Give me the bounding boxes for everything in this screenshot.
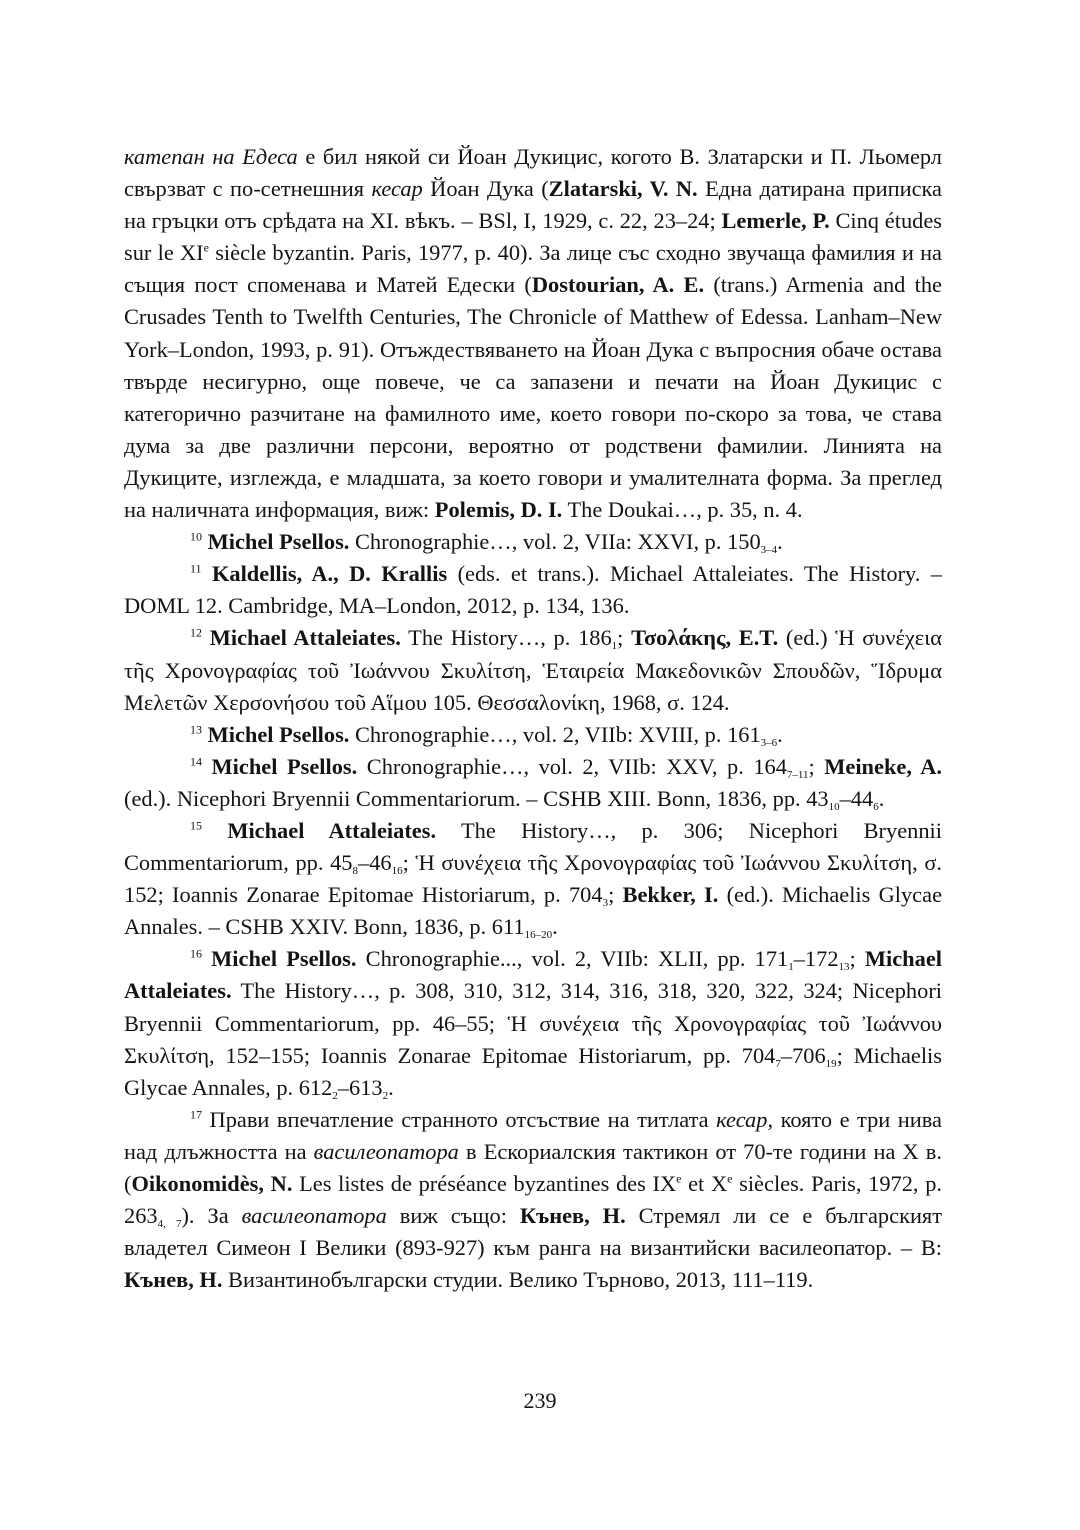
footnote-text: The History…, p. 308, 310, 312, 314, 316, 318, 320, 322, 324; Nicephori Bryennii Commentariorum, pp. 46–55; Ἡ συνέχεια τῆς Χρονογραφίας τοῦ Ἰωάννου Σκυλίτση, 152–155; Ioannis Zonarae Epitomae Historiarum, pp. 704 bbox=[124, 978, 942, 1068]
footnote-text: ; Ἡ συνέχεια τῆς Χρονογραφίας τοῦ Ἰωάννου Σκυλίτση, σ. 152; Ioannis Zonarae Epitomae Historiarum, p. 704 bbox=[124, 850, 942, 908]
index-mark: 3–4 bbox=[760, 543, 778, 556]
footnote-text: (ed.) Ἡ συνέχεια τῆς Χρονογραφίας τοῦ Ἰωάννου Σκυλίτση, Ἑταιρεία Μακεδονικῶν Σπουδῶν, Ἵδρυμα Μελετῶν Χερσονήσου τοῦ Αἵμου 105. Θεσσαλονίκη, 1968, σ. 124. bbox=[124, 625, 942, 715]
footnote-text: The History…, p. 186 bbox=[400, 625, 612, 651]
footnote-text: Стремял ли се е българският владетел Симеон I Велики (893-927) към ранга на византийски василеопатор. – В: bbox=[124, 1203, 943, 1261]
index-mark: 7–11 bbox=[786, 768, 809, 781]
footnote-text: . bbox=[777, 529, 783, 555]
index-mark: 13 bbox=[838, 961, 850, 974]
bold-author: Meineke, A. bbox=[824, 753, 942, 779]
footnote-number: 10 bbox=[190, 529, 202, 544]
footnote-text: Chronographie…, vol. 2, VIIb: XVIII, p. 161 bbox=[349, 721, 761, 747]
footnote-text: . bbox=[777, 721, 783, 747]
footnote-text: (ed.). Nicephori Bryennii Commentariorum. – CSHB XIII. Bonn, 1836, pp. 43 bbox=[124, 785, 829, 811]
footnote-text: siècle byzantin. Paris, 1977, p. 40). За лице със сходно звучаща фамилия и на същия пост споменава и Матей Едески ( bbox=[124, 240, 942, 298]
bold-author: Michel Psellos. bbox=[207, 529, 350, 555]
index-mark: 16–20 bbox=[524, 929, 553, 942]
footnote-text: (trans.) Armenia and the Crusades Tenth to Twelfth Centuries, The Chronicle of Matthew of Edessa. Lanham–New York–London, 1993, p. 91). Отъждествяването на Йоан Дука с въпросния обаче остава твърде несигурно, още повече, че са запазени и печати на Йоан Дукицис с категорично разчитане на фамилното име, което говори по-скоро за това, че става дума за две различни персони, вероятно от родствени фамилии. Линията на Дукиците, изглежда, е младшата, за което говори и умалителната форма. За преглед на наличната информация, виж: bbox=[124, 272, 942, 523]
footnote-text: ; bbox=[608, 882, 623, 908]
footnote-text: ; bbox=[808, 753, 825, 779]
footnote-text: . bbox=[878, 785, 885, 811]
footnote-text: ; bbox=[617, 625, 632, 651]
footnote-text: Една датирана приписка на гръцки отъ срѣдата на XI. вѣкъ. – BSl, I, 1929, с. 22, 23–24; bbox=[124, 176, 943, 234]
italic-term: василеопатора bbox=[313, 1138, 459, 1164]
footnote-12 bbox=[124, 622, 942, 718]
bold-author: Kaldellis, A., D. Krallis bbox=[211, 561, 448, 587]
bold-author: Michel Psellos. bbox=[207, 721, 350, 747]
page-number: 239 bbox=[523, 1388, 557, 1413]
index-mark: 6 bbox=[873, 800, 879, 813]
bold-author: Michael Attaleiates. bbox=[209, 625, 401, 651]
footnote-16 bbox=[124, 943, 942, 1103]
index-mark: 1 bbox=[611, 640, 618, 653]
footnote-text: Chronographie…, vol. 2, VIIb: XXV, p. 164 bbox=[357, 753, 787, 779]
footnote-text: siècles. Paris, 1972, p. 263 bbox=[124, 1171, 942, 1229]
index-mark: 8 bbox=[352, 864, 358, 877]
footnote-text: Византинобългарски студии. Велико Търново, 2013, 111–119. bbox=[222, 1267, 814, 1293]
footnote-14 bbox=[124, 751, 942, 815]
bold-author: Dostourian, A. E. bbox=[531, 272, 705, 298]
footnote-text: ; bbox=[849, 946, 865, 972]
footnote-text: (eds. et trans.). Michael Attaleiates. The History. – DOML 12. Cambridge, MA–London, 2012, p. 134, 136. bbox=[124, 561, 942, 619]
footnote-text: е бил някой си Йоан Дукицис, когото В. Златарски и П. Льомерл свързват с по-сетнешния bbox=[124, 144, 942, 202]
bold-author: Michel Psellos. bbox=[211, 753, 358, 779]
bold-author: Polemis, D. I. bbox=[434, 497, 563, 523]
index-mark: 1 bbox=[788, 961, 794, 974]
italic-term: катепан на Едеса bbox=[124, 144, 298, 169]
index-mark: 16 bbox=[391, 864, 403, 877]
index-mark: 2 bbox=[382, 1089, 389, 1102]
footnote-10 bbox=[124, 526, 942, 558]
footnote-text: –44 bbox=[839, 785, 874, 811]
index-mark: e bbox=[203, 240, 209, 255]
bold-author: Michel Psellos. bbox=[211, 946, 357, 972]
italic-term: василеопатора bbox=[241, 1203, 387, 1229]
index-mark: 10 bbox=[828, 800, 840, 813]
footnote-text: в Ескориалския тактикон от 70-те години на X в. ( bbox=[124, 1138, 942, 1196]
italic-term: кесар bbox=[371, 176, 423, 202]
footnote-text: The History…, p. 306; Nicephori Bryennii Commentariorum, pp. 45 bbox=[124, 817, 942, 876]
footnote-number: 13 bbox=[190, 722, 202, 737]
bold-author: Bekker, I. bbox=[622, 882, 719, 908]
footnote-text: et X bbox=[681, 1171, 728, 1196]
footnote-text: виж също: bbox=[386, 1203, 520, 1229]
footnote-13 bbox=[124, 719, 942, 751]
bold-author: Τσολάκης, Ε.Τ. bbox=[631, 625, 779, 651]
index-mark: 3 bbox=[602, 897, 609, 909]
footnote-15 bbox=[124, 815, 942, 943]
footnote-text: –613 bbox=[337, 1074, 383, 1100]
footnote-text: Chronographie…, vol. 2, VIIa: XXVI, p. 150 bbox=[349, 529, 761, 555]
index-mark: 4, 7 bbox=[157, 1217, 182, 1230]
bold-author: Michael Attaleiates. bbox=[227, 817, 437, 843]
index-mark: 19 bbox=[825, 1057, 837, 1070]
footnote-text: Йоан Дука ( bbox=[422, 176, 549, 202]
footnote-number: 11 bbox=[190, 561, 202, 576]
footnote-text: Прави впечатление странното отсъствие на титлата bbox=[209, 1106, 717, 1132]
footnote-number: 14 bbox=[190, 754, 202, 769]
bold-author: Zlatarski, V. N. bbox=[548, 176, 698, 202]
footnote-text: The Doukai…, p. 35, n. 4. bbox=[562, 497, 803, 523]
footnote-number: 15 bbox=[190, 818, 202, 833]
footnote-number: 16 bbox=[190, 946, 202, 961]
footnote-text: (ed.). Michaelis Glycae Annales. – CSHB XXIV. Bonn, 1836, p. 611 bbox=[124, 882, 943, 940]
footnote-text: Cinq études sur le XI bbox=[124, 208, 942, 266]
footnote-17 bbox=[124, 1104, 942, 1297]
index-mark: 7 bbox=[775, 1057, 781, 1070]
index-mark: 3–6 bbox=[760, 736, 778, 749]
footnote-11 bbox=[124, 558, 942, 622]
index-mark: e bbox=[676, 1171, 682, 1186]
footnotes-block bbox=[124, 141, 942, 1296]
index-mark: 2 bbox=[332, 1089, 338, 1102]
footnote-text: . bbox=[388, 1074, 394, 1100]
bold-author: Michael Attaleiates. bbox=[124, 946, 942, 1004]
footnote-text: Chronographie..., vol. 2, VIIb: XLII, pp. 171 bbox=[356, 946, 789, 972]
footnote-text: –172 bbox=[793, 946, 839, 972]
bold-author: Oikonomidès, N. bbox=[131, 1171, 293, 1196]
footnote-text: –706 bbox=[780, 1042, 826, 1068]
footnote-text: , която е три нива над длъжността на bbox=[124, 1106, 942, 1164]
footnote-text: . bbox=[552, 914, 558, 940]
italic-term: кесар bbox=[716, 1106, 768, 1132]
bold-author: Кънев, Н. bbox=[124, 1267, 223, 1293]
footnote-text: ; Michaelis Glycae Annales, p. 612 bbox=[124, 1042, 942, 1100]
footnote-number: 17 bbox=[190, 1107, 202, 1122]
footnote-text: ). За bbox=[181, 1203, 242, 1229]
footnote-text: –46 bbox=[358, 850, 392, 876]
bold-author: Кънев, Н. bbox=[519, 1203, 626, 1229]
footnote-continuation bbox=[124, 141, 942, 526]
bold-author: Lemerle, P. bbox=[721, 208, 830, 234]
footnote-number: 12 bbox=[190, 626, 202, 641]
index-mark: e bbox=[727, 1171, 733, 1186]
footnote-text: Les listes de préséance byzantines des IX bbox=[292, 1171, 677, 1196]
